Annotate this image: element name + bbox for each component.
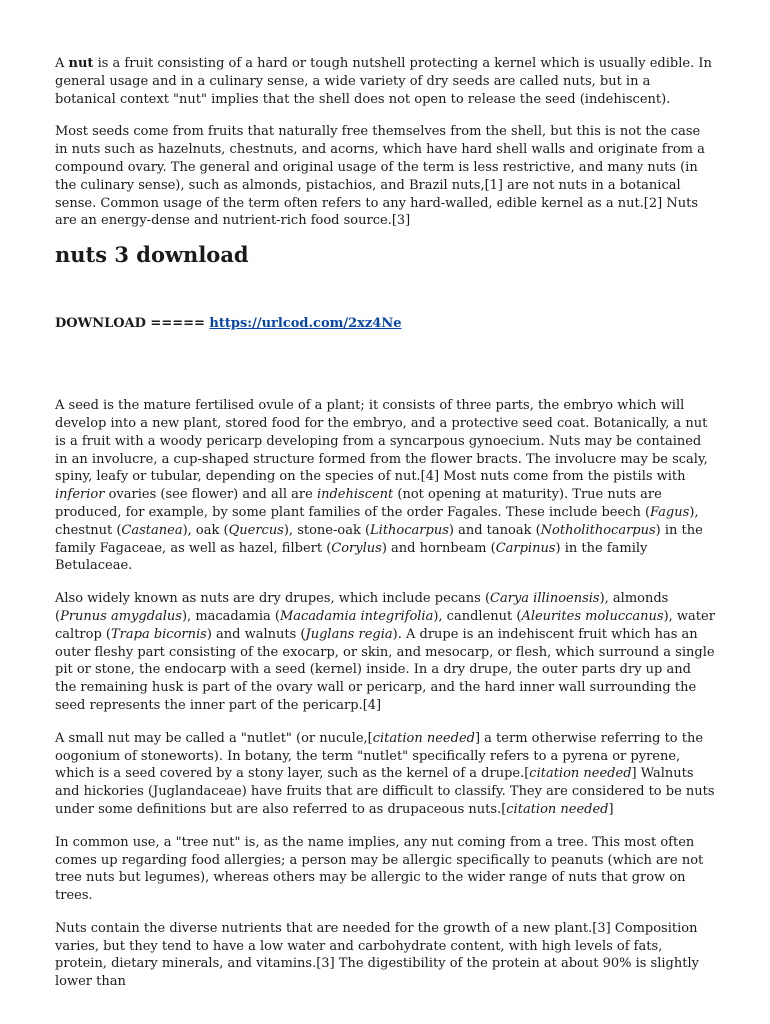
paragraph-tree-nut: In common use, a "tree nut" is, as the name implies, any nut coming from a tree. This most often comes up regarding food allergies; a person may be allergic specifically to peanuts (which are not tree nuts but legumes), whereas others may be allergic to the wider range of nuts that grow on trees. (55, 834, 704, 904)
text-run: ] Walnuts and hickories (Juglandaceae) have fruits that are difficult to classify. They are considered to be nuts under some definitions but are also referred to as drupaceous nuts.[ (55, 766, 715, 817)
citation-needed: citation needed (506, 801, 609, 817)
text-run: ) in the family Betulaceae. (55, 540, 648, 574)
download-label: DOWNLOAD ===== (55, 316, 210, 332)
italic-term: Prunus amygdalus (60, 608, 182, 624)
text-run: ), oak ( (182, 522, 229, 538)
text-run: ), candlenut ( (433, 608, 522, 624)
text-run: A small nut may be called a "nutlet" (or nucule,[ (55, 730, 373, 746)
citation-needed: citation needed (372, 730, 475, 746)
text-run: ) and tanoak ( (448, 522, 541, 538)
paragraph-drupes (55, 590, 715, 715)
intro-paragraph-2: Most seeds come from fruits that naturally free themselves from the shell, but this is not the case in nuts such as hazelnuts, chestnuts, and acorns, which have hard shell walls and originate from a compound ovary. The general and original usage of the term is less restrictive, and many nuts (in the culinary sense), such as almonds, pistachios, and Brazil nuts,[1] are not nuts in a botanical sense. Common usage of the term often refers to any hard-walled, edible kernel as a nut.[2] Nuts are an energy-dense and nutrient-rich food source.[3] (55, 124, 705, 229)
paragraph-nutrients: Nuts contain the diverse nutrients that are needed for the growth of a new plant.[3] Composition varies, but they tend to have a low water and carbohydrate content, with high levels of fats, protein, dietary minerals, and vitamins.[3] The digestibility of the protein at about 90% is slightly lower than (55, 920, 699, 990)
download-link[interactable]: https://urlcod.com/2xz4Ne (209, 316, 402, 332)
text-run: ) and walnuts ( (206, 626, 306, 642)
text-run: ), stone-oak ( (283, 522, 371, 538)
text-run: is a fruit consisting of a hard or tough nutshell protecting a kernel which is usually edible. In general usage and in a culinary sense, a wide variety of dry seeds are called nuts, but in a botanical context "nut" implies that the shell does not open to release the seed (indehiscent). (55, 56, 712, 107)
italic-term: Carya illinoensis (490, 591, 600, 607)
text-run: ), chestnut ( (55, 504, 699, 538)
italic-term: Carpinus (495, 540, 556, 556)
page-heading: nuts 3 download (55, 242, 249, 268)
intro-paragraph-1 (55, 55, 715, 108)
italic-term: Aleurites moluccanus (521, 608, 664, 624)
italic-term: Juglans regia (305, 626, 393, 642)
text-run: (not opening at maturity). True nuts are produced, for example, by some plant families of the order Fagales. These include beech ( (55, 487, 662, 520)
text-run: ] (608, 801, 614, 817)
download-line (55, 315, 715, 333)
italic-term: Quercus (228, 522, 284, 538)
italic-term: inferior (55, 487, 105, 503)
text-run: ovaries (see flower) and all are (104, 487, 317, 503)
italic-term: Macadamia integrifolia (279, 608, 434, 624)
italic-term: Lithocarpus (370, 522, 449, 538)
text-run: ] a term otherwise referring to the oogonium of stoneworts). In botany, the term "nutlet" specifically refers to a pyrena or pyrene, which is a seed covered by a stony layer, such as the kernel of a drupe.[ (55, 730, 704, 782)
paragraph-seed (55, 397, 715, 575)
text-run: ). A drupe is an indehiscent fruit which has an outer fleshy part consisting of the exocarp, or skin, and mesocarp, or flesh, which surround a single pit or stone, the endocarp with a seed (kernel) inside. In a dry drupe, the outer parts dry up and the remaining husk is part of the ovary wall or pericarp, and the hard inner wall surrounding the seed represents the inner part of the pericarp.[4] (55, 626, 715, 713)
italic-term: Castanea (121, 522, 183, 538)
paragraph-nutlet (55, 730, 715, 819)
citation-needed: citation needed (529, 766, 632, 782)
italic-term: Corylus (331, 540, 382, 556)
text-run: A seed is the mature fertilised ovule of a plant; it consists of three parts, the embryo which will develop into a new plant, stored food for the embryo, and a protective seed coat. Botanically, a nut is a fruit with a woody pericarp developing from a syncarpous gynoecium. Nuts may be contained in an involucre, a cup-shaped structure formed from the flower bracts. The involucre may be scaly, spiny, leafy or tubular, depending on the species of nut.[4] Most nuts come from the pistils with (55, 398, 708, 485)
italic-term: indehiscent (316, 487, 394, 503)
bold-term-nut: nut (68, 56, 94, 71)
text-run: ), almonds ( (55, 591, 669, 624)
italic-term: Trapa bicornis (110, 626, 207, 642)
italic-term: Notholithocarpus (540, 522, 656, 538)
text-run: ), water caltrop ( (55, 608, 715, 642)
text-run: ), macadamia ( (181, 608, 280, 624)
text-run: Also widely known as nuts are dry drupes, which include pecans ( (55, 591, 491, 607)
italic-term: Fagus (650, 504, 690, 520)
article-body (55, 397, 715, 991)
text-run: A (55, 56, 69, 71)
text-run: ) in the family Fagaceae, as well as hazel, filbert ( (55, 522, 703, 556)
text-run: ) and hornbeam ( (381, 540, 496, 556)
